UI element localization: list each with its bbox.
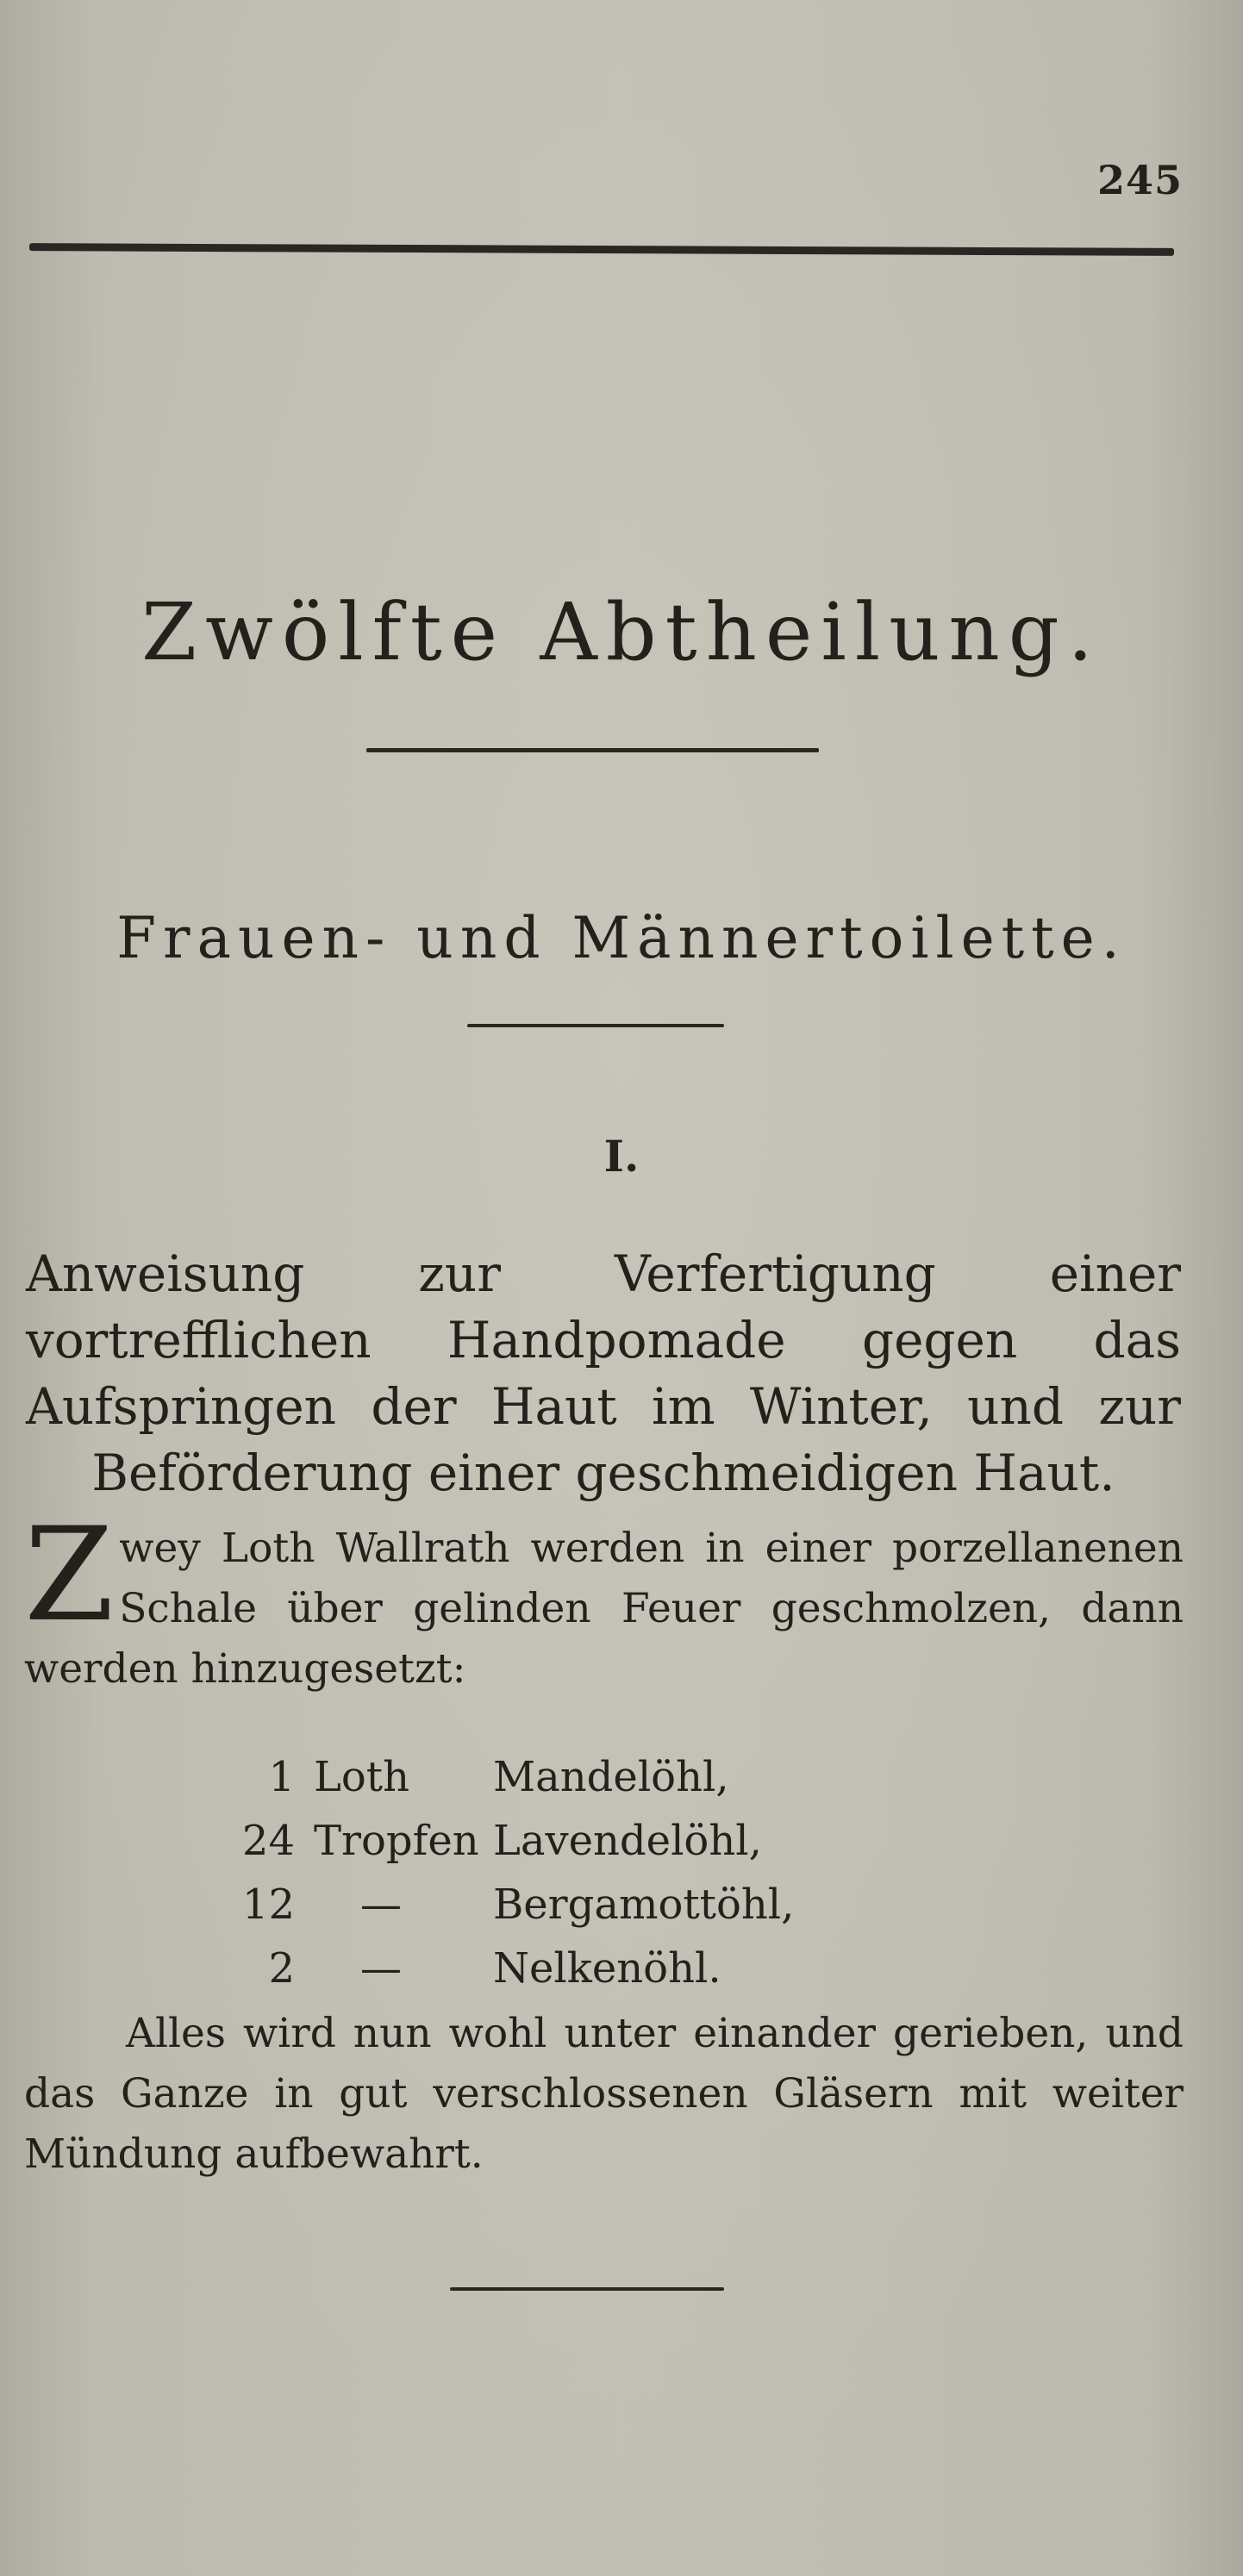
- drop-cap: Z: [24, 1500, 115, 1650]
- ingredient-quantity: 12: [241, 1881, 295, 1929]
- closing-paragraph: Alles wird nun wohl unter einander gerieben, und das Ganze in gut verschlossenen Gläsern mit weiter Mündung aufbewahrt.: [24, 2010, 1184, 2178]
- section-title: Frauen- und Männertoilette.: [116, 905, 1127, 971]
- ingredient-unit: Tropfen: [314, 1817, 479, 1865]
- header-rule: [29, 243, 1174, 256]
- ingredient-row: [226, 1745, 794, 1809]
- ingredient-row: [226, 1809, 794, 1873]
- ingredient-name: Bergamottöhl,: [493, 1881, 795, 1929]
- ingredient-list: [226, 1745, 794, 2000]
- ingredient-quantity: 1: [268, 1753, 295, 1801]
- recipe-heading: Anweisung zur Verfertigung einer vortrefflichen Handpomade gegen das Aufspringen der Haut im Winter, und zur Beförderung einer geschmeidigen Haut.: [26, 1244, 1181, 1502]
- recipe-number: I.: [603, 1131, 640, 1182]
- ingredient-unit: —: [360, 1944, 402, 1993]
- intro-text: wey Loth Wallrath werden in einer porzellanenen Schale über gelinden Feuer geschmolzen, dann werden hinzugesetzt:: [24, 1525, 1184, 1693]
- intro-paragraph: [24, 1500, 1184, 1700]
- ingredient-row: [226, 1937, 794, 2000]
- ingredient-name: Mandelöhl,: [493, 1753, 729, 1801]
- section-divider: [467, 1024, 724, 1027]
- ingredient-quantity: 24: [241, 1817, 295, 1865]
- ingredient-unit: —: [360, 1881, 402, 1929]
- ingredient-name: Nelkenöhl.: [493, 1944, 721, 1993]
- ingredient-name: Lavendelöhl,: [493, 1817, 762, 1865]
- chapter-divider: [366, 748, 819, 752]
- page-number: 245: [1096, 157, 1183, 203]
- ingredient-row: [226, 1873, 794, 1937]
- end-divider: [450, 2287, 724, 2291]
- chapter-title: Zwölfte Abtheilung.: [141, 586, 1102, 678]
- ingredient-unit: Loth: [314, 1753, 409, 1801]
- ingredient-quantity: 2: [268, 1944, 295, 1993]
